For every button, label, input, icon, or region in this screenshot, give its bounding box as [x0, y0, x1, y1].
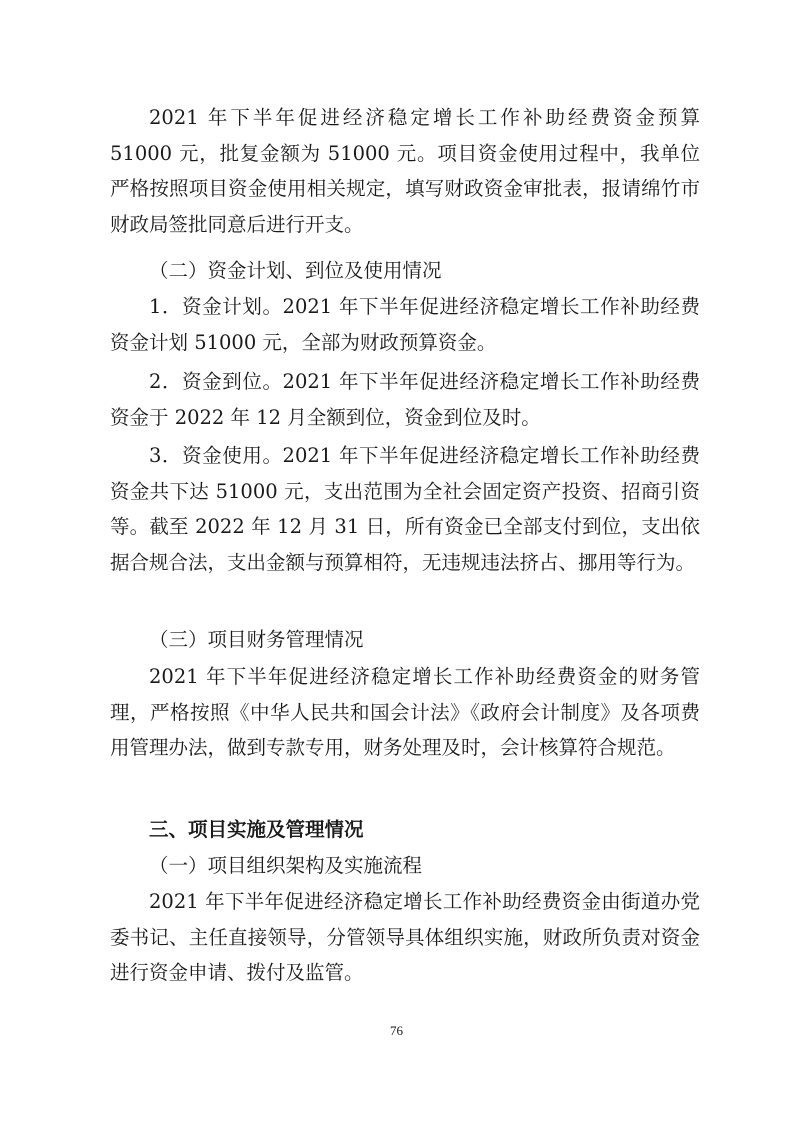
- paragraph-budget: 2021 年下半年促进经济稳定增长工作补助经费资金预算 51000 元，批复金额为 51000 元。项目资金使用过程中，我单位严格按照项目资金使用相关规定，填写财政资金审批表，报请绵竹市财政局签批同意后进行开支。: [110, 106, 700, 236]
- subheading-finance-management: （三）项目财务管理情况: [149, 628, 364, 651]
- section-heading-implementation: 三、项目实施及管理情况: [149, 818, 364, 841]
- paragraph-organization: 2021 年下半年促进经济稳定增长工作补助经费资金由街道办党委书记、主任直接领导，分管领导具体组织实施，财政所负责对资金进行资金申请、拨付及监管。: [110, 890, 700, 985]
- subheading-fund-plan: （二）资金计划、到位及使用情况: [149, 259, 442, 282]
- page-number: 76: [390, 1023, 403, 1038]
- paragraph-fund-plan: 1．资金计划。2021 年下半年促进经济稳定增长工作补助经费资金计划 51000 元，全部为财政预算资金。: [110, 295, 700, 354]
- paragraph-finance-management: 2021 年下半年促进经济稳定增长工作补助经费资金的财务管理，严格按照《中华人民共和国会计法》《政府会计制度》及各项费用管理办法，做到专款专用，财务处理及时，会计核算符合规范。: [110, 665, 700, 760]
- paragraph-fund-arrival: 2．资金到位。2021 年下半年促进经济稳定增长工作补助经费资金于 2022 年 12 月全额到位，资金到位及时。: [110, 370, 700, 429]
- subheading-organization: （一）项目组织架构及实施流程: [149, 854, 423, 877]
- paragraph-fund-usage: 3．资金使用。2021 年下半年促进经济稳定增长工作补助经费资金共下达 51000 元，支出范围为全社会固定资产投资、招商引资等。截至 2022 年 12 月 31 日，所有资金已全部支付到位，支出依据合规合法，支出金额与预算相符，无违规违法挤占、挪用等行为。: [110, 444, 700, 574]
